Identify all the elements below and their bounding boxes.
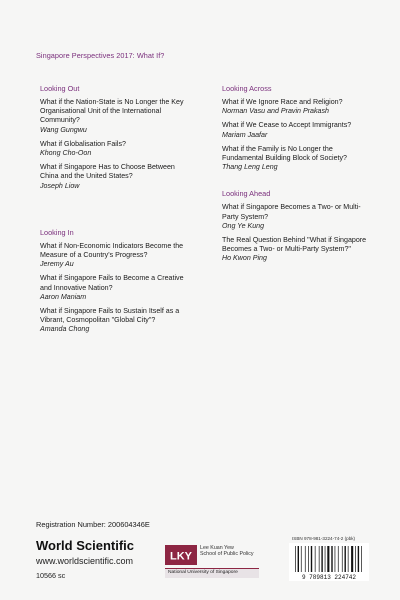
barcode-bar	[321, 546, 322, 572]
book-series-title: Singapore Perspectives 2017: What If?	[36, 51, 165, 60]
chapter-entry	[222, 121, 372, 139]
barcode-bar	[319, 546, 320, 572]
chapter-title: What if the Nation-State is No Longer the Key Organisational Unit of the International Community?	[40, 98, 184, 125]
chapter-title: What if Singapore Fails to Become a Creative and Innovative Nation?	[40, 274, 184, 292]
barcode-number: 9 789813 224742	[301, 574, 357, 581]
school-name	[200, 545, 254, 558]
barcode-bar	[342, 546, 343, 572]
chapter-entry	[222, 203, 372, 231]
chapter-entry	[222, 145, 372, 173]
chapter-title: The Real Question Behind "What if Singapore Becomes a Two- or Multi-Party System?"	[222, 236, 367, 254]
barcode-bar	[305, 546, 306, 572]
chapter-author: Ong Ye Kung	[222, 221, 265, 230]
chapter-title: What if We Cease to Accept Immigrants?	[222, 121, 352, 130]
chapter-author: Jeremy Au	[40, 260, 74, 269]
barcode-bar	[358, 546, 359, 572]
section-title: Looking Across	[222, 84, 272, 93]
chapter-author: Wang Gungwu	[40, 125, 87, 134]
chapter-entry	[40, 307, 190, 335]
chapter-author: Thang Leng Leng	[222, 163, 278, 172]
publisher-url: www.worldscientific.com	[36, 556, 134, 566]
chapter-title: What if Singapore Fails to Sustain Itself as a Vibrant, Cosmopolitan "Global City"?	[40, 307, 180, 325]
publisher-name: World Scientific	[36, 538, 134, 553]
barcode-bar	[301, 546, 302, 572]
barcode	[289, 543, 369, 581]
chapter-title: What if Non-Economic Indicators Become the Measure of a Country's Progress?	[40, 241, 184, 260]
barcode-bars	[295, 546, 362, 572]
chapter-author: Aaron Maniam	[40, 292, 87, 301]
barcode-bar	[295, 546, 296, 572]
right-column	[222, 84, 372, 269]
barcode-bar	[298, 546, 299, 572]
barcode-bar	[335, 546, 336, 572]
barcode-bar	[351, 546, 353, 572]
section-title: Looking Out	[40, 84, 80, 93]
isbn: ISBN 978-981-3224-74-2 (pbk)	[292, 536, 356, 541]
chapter-entry	[40, 98, 190, 135]
barcode-bar	[325, 546, 326, 572]
chapter-author: Mariam Jaafar	[222, 130, 268, 139]
lky-school-logo	[165, 545, 197, 565]
chapter-entry	[40, 242, 190, 270]
section-looking-out	[40, 84, 190, 191]
barcode-bar	[355, 546, 356, 572]
barcode-bar	[311, 546, 312, 572]
chapter-author: Khong Cho-Oon	[40, 149, 92, 158]
chapter-entry	[222, 98, 372, 116]
barcode-bar	[315, 546, 316, 572]
chapter-title: What if We Ignore Race and Religion?	[222, 98, 343, 106]
chapter-entry	[222, 236, 372, 264]
barcode-bar	[327, 546, 329, 572]
registration-number: Registration Number: 200604346E	[36, 520, 150, 529]
barcode-bar	[361, 546, 362, 572]
section-title: Looking Ahead	[222, 189, 271, 199]
barcode-bar	[331, 546, 332, 572]
barcode-bar	[308, 546, 309, 572]
chapter-author: Norman Vasu and Pravin Prakash	[222, 107, 329, 116]
chapter-title: What if Globalisation Fails?	[40, 139, 126, 148]
chapter-author: Ho Kwon Ping	[222, 254, 267, 263]
university-name: National University of Singapore	[168, 570, 238, 575]
university-bar	[165, 568, 259, 578]
section-looking-ahead	[222, 189, 372, 263]
school-name-line2: School of Public Policy	[200, 551, 254, 558]
chapter-title: What if the Family is No Longer the Fundamental Building Block of Society?	[222, 144, 347, 163]
chapter-entry	[40, 163, 190, 191]
section-title: Looking In	[40, 227, 74, 237]
section-looking-in	[40, 228, 190, 335]
chapter-entry	[40, 140, 190, 158]
barcode-bar	[348, 546, 349, 572]
logo-text: LKY	[170, 550, 192, 563]
chapter-author: Joseph Liow	[40, 181, 80, 190]
chapter-title: What if Singapore Has to Choose Between China and the United States?	[40, 163, 175, 181]
chapter-author: Amanda Chong	[40, 325, 90, 334]
left-column	[40, 84, 190, 340]
school-name-line1: Lee Kuan Yew	[200, 545, 234, 551]
chapter-entry	[40, 274, 190, 302]
section-looking-across	[222, 84, 372, 172]
chapter-title: What if Singapore Becomes a Two- or Multi-Party System?	[222, 203, 361, 221]
barcode-bar	[345, 546, 346, 572]
publisher-code: 10566 sc	[36, 571, 66, 580]
barcode-bar	[338, 546, 339, 572]
